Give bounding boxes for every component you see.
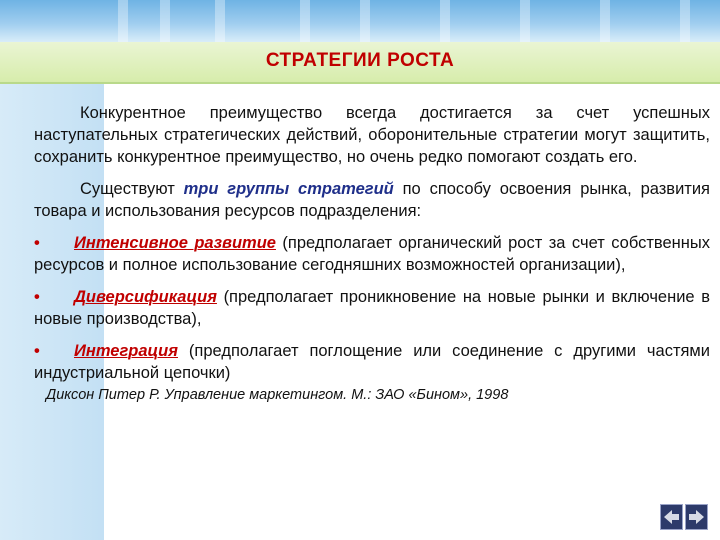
bullet-term: Интеграция: [74, 342, 178, 360]
forward-button[interactable]: [685, 504, 708, 530]
bullet-marker: •: [34, 288, 40, 306]
three-groups-highlight: три группы стратегий: [183, 180, 394, 198]
citation: Диксон Питер Р. Управление маркетингом. М.: ЗАО «Бином», 1998: [46, 387, 509, 403]
bullet-term: Диверсификация: [74, 288, 217, 306]
slide-content: [34, 102, 710, 406]
paragraph-groups-after: по способу освоения рынка, развития товара и использования ресурсов подразделения:: [34, 180, 710, 220]
bullet-term: Интенсивное развитие: [74, 234, 276, 252]
paragraph-groups: [34, 178, 710, 222]
slide-title: СТРАТЕГИИ РОСТА: [265, 50, 455, 71]
paragraph-intro: Конкурентное преимущество всегда достигается за счет успешных наступательных стратегических действий, оборонительные стратегии могут защитить, сохранить конкурентное преимущество, но очень редко помогают создать его.: [34, 104, 710, 166]
bullet-intensive: [34, 232, 710, 276]
bullet-integration: [34, 340, 710, 384]
paragraph-groups-before: Существуют: [80, 180, 184, 198]
bullet-text: (предполагает органический рост за счет собственных ресурсов и полное использование сегодняшних возможностей организации),: [34, 234, 710, 274]
back-button[interactable]: [660, 504, 683, 530]
arrow-right-icon: [688, 509, 705, 525]
bullet-marker: •: [34, 342, 40, 360]
bullet-text: (предполагает проникновение на новые рынки и включение в новые производства),: [34, 288, 710, 328]
slide-navigation: [660, 504, 708, 530]
top-gradient-band: [0, 0, 720, 42]
bullet-text: (предполагает поглощение или соединение с другими частями индустриальной цепочки): [34, 342, 710, 382]
bullet-marker: •: [34, 234, 40, 252]
arrow-left-icon: [663, 509, 680, 525]
bullet-diversification: [34, 286, 710, 330]
